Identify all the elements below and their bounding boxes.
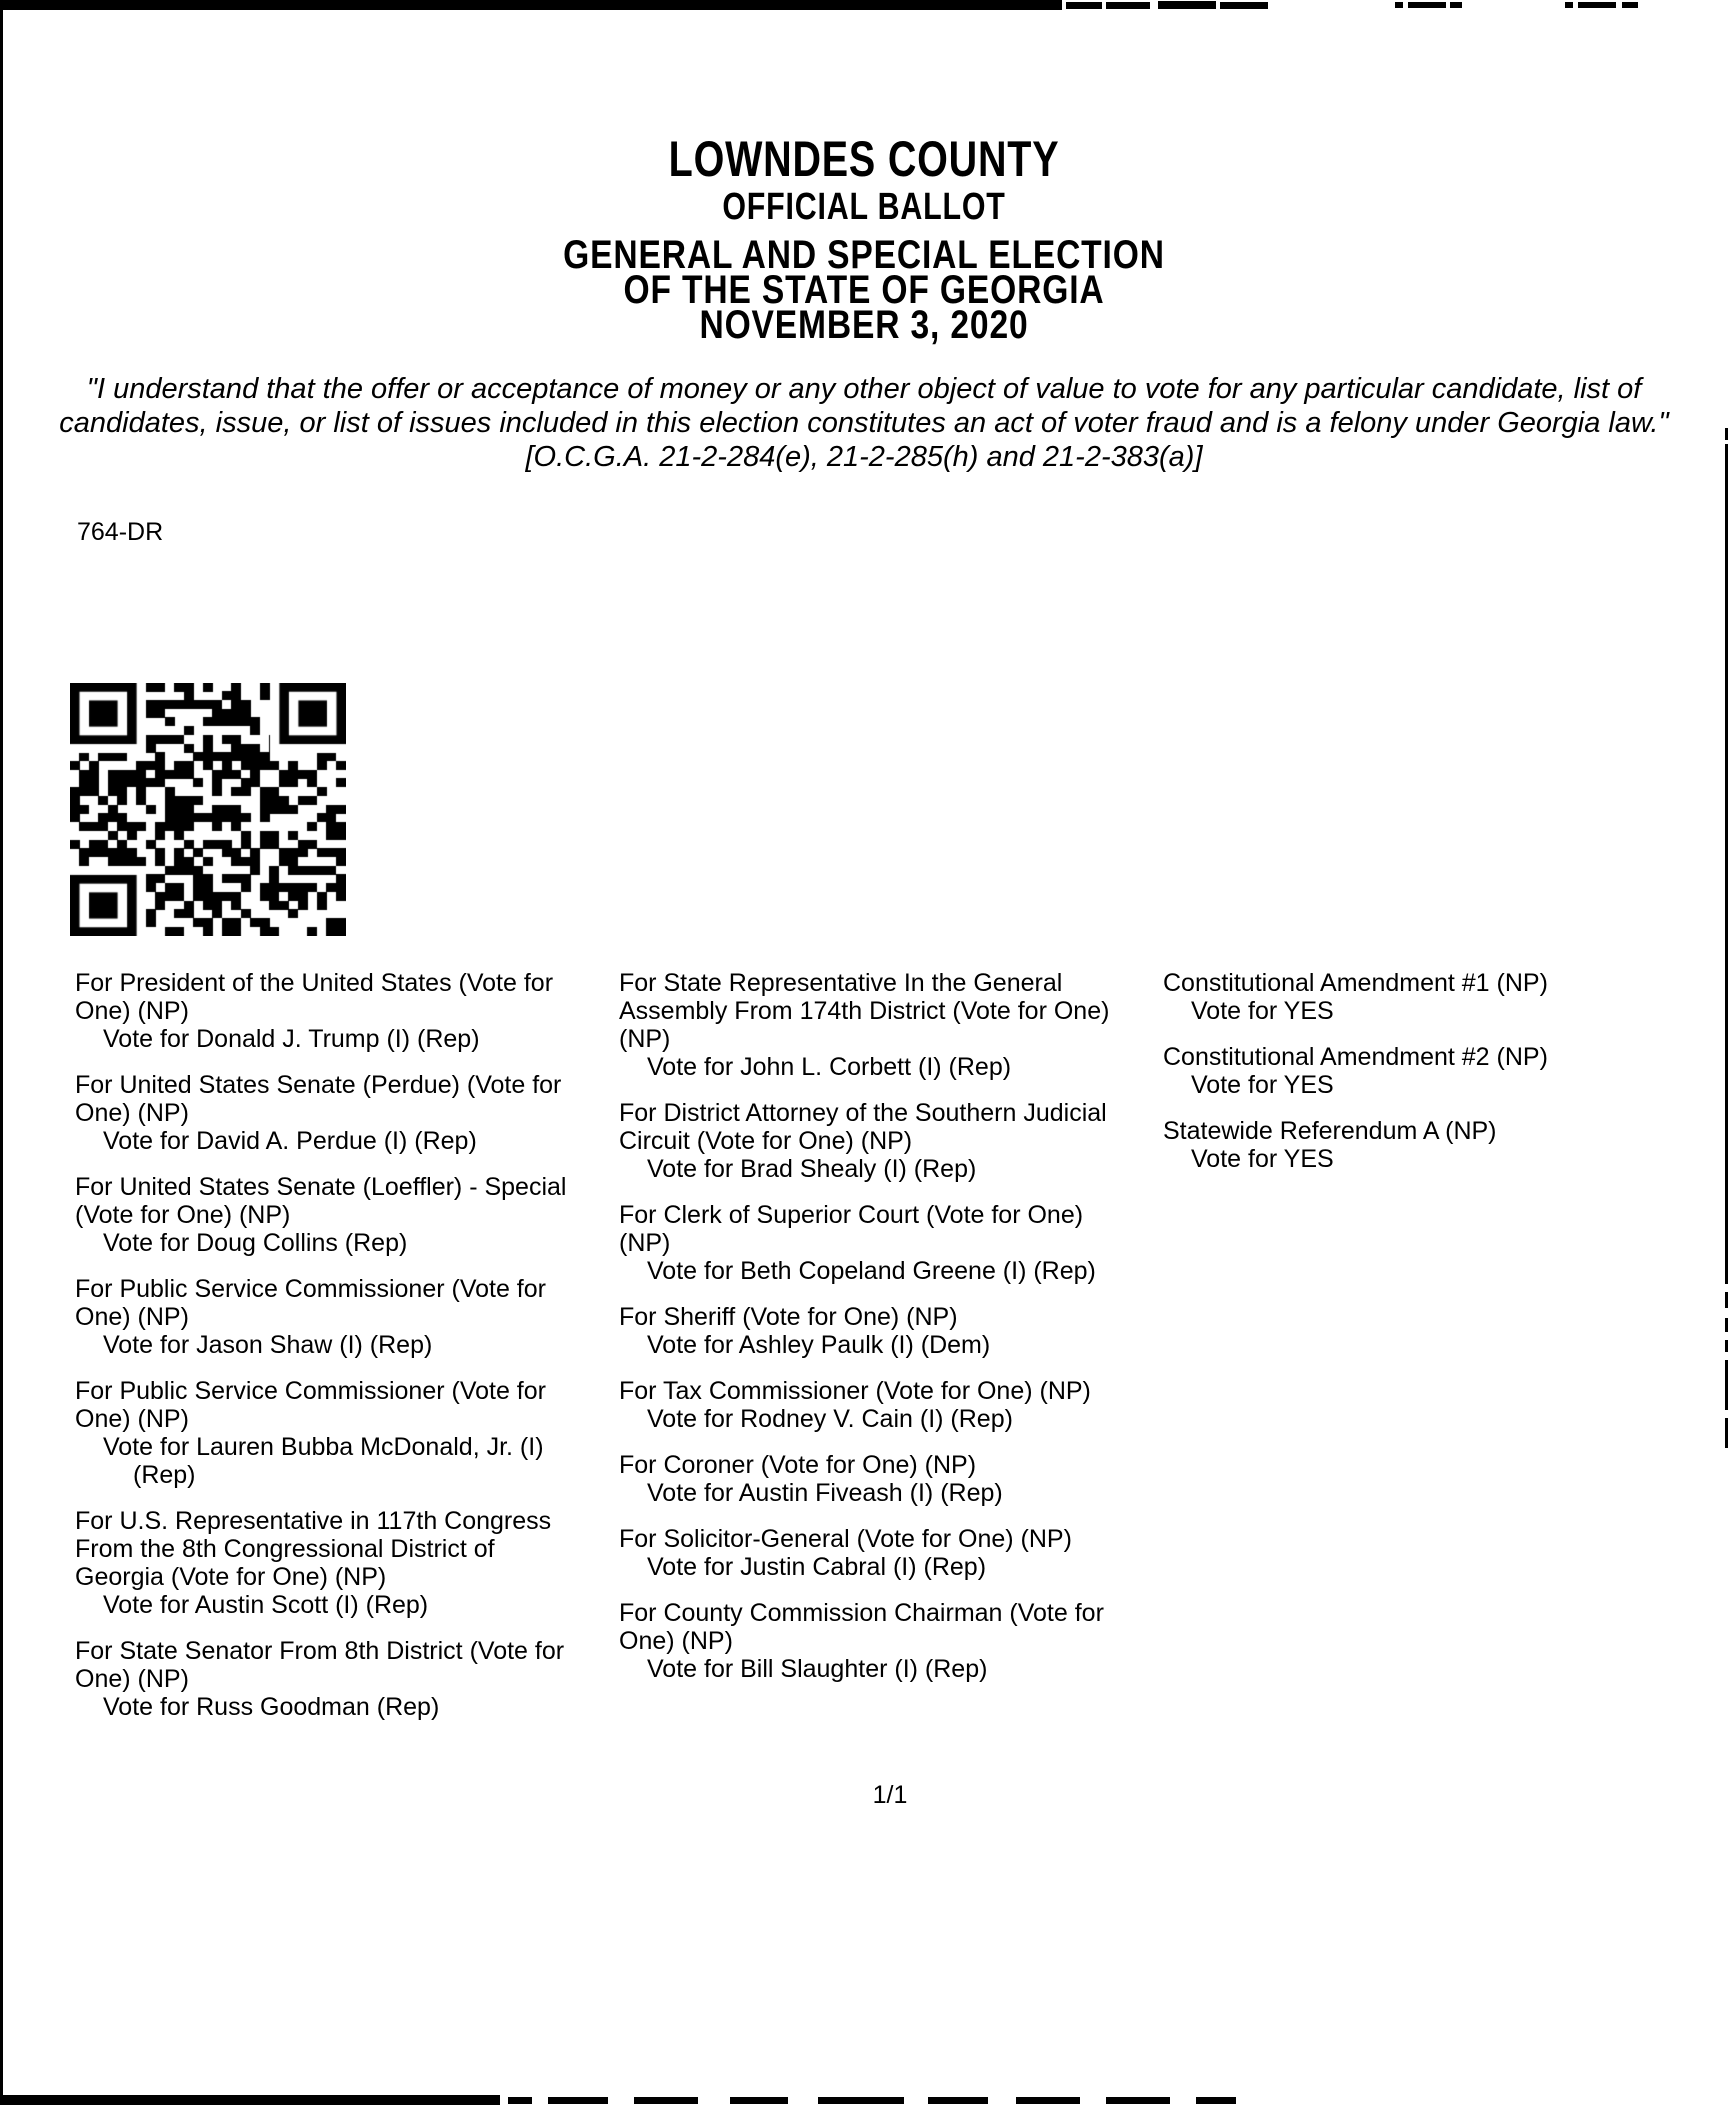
contest-tax-commissioner bbox=[619, 1377, 1133, 1433]
scan-artifact bbox=[1220, 2, 1268, 9]
qr-code-image bbox=[70, 683, 346, 936]
scan-artifact bbox=[1066, 2, 1102, 9]
contest-title: For County Commission Chairman (Vote for One) (NP) bbox=[619, 1599, 1104, 1655]
contest-selection: Vote for John L. Corbett (I) (Rep) bbox=[647, 1053, 1012, 1081]
contest-selection: Vote for Beth Copeland Greene (I) (Rep) bbox=[647, 1257, 1096, 1285]
contest-amendment-2 bbox=[1163, 1043, 1677, 1099]
contest-solicitor-general bbox=[619, 1525, 1133, 1581]
election-date: NOVEMBER 3, 2020 bbox=[699, 303, 1029, 347]
contest-column-2 bbox=[619, 969, 1133, 1701]
scan-artifact bbox=[1016, 2097, 1080, 2104]
contest-selection: Vote for Austin Fiveash (I) (Rep) bbox=[647, 1479, 1003, 1507]
contest-amendment-1 bbox=[1163, 969, 1677, 1025]
contest-column-3 bbox=[1163, 969, 1677, 1191]
contest-selection: Vote for Lauren Bubba McDonald, Jr. (I) (Rep) bbox=[103, 1433, 544, 1489]
contest-coroner bbox=[619, 1451, 1133, 1507]
election-title-line2: OF THE STATE OF GEORGIA bbox=[623, 268, 1105, 312]
scan-artifact bbox=[1622, 2, 1638, 8]
scan-artifact bbox=[0, 0, 3, 2105]
contest-title: For Tax Commissioner (Vote for One) (NP) bbox=[619, 1377, 1091, 1405]
contest-selection: Vote for Jason Shaw (I) (Rep) bbox=[103, 1331, 433, 1359]
contest-selection: Vote for Rodney V. Cain (I) (Rep) bbox=[647, 1405, 1013, 1433]
contest-selection: Vote for Donald J. Trump (I) (Rep) bbox=[103, 1025, 480, 1053]
contest-title: For State Senator From 8th District (Vote for One) (NP) bbox=[75, 1637, 565, 1693]
contest-title: For United States Senate (Perdue) (Vote for One) (NP) bbox=[75, 1071, 562, 1127]
election-title-line1: GENERAL AND SPECIAL ELECTION bbox=[563, 233, 1165, 277]
scan-artifact bbox=[730, 2097, 788, 2104]
scan-artifact bbox=[928, 2097, 988, 2104]
contest-title: For Coroner (Vote for One) (NP) bbox=[619, 1451, 977, 1479]
contest-title: For Clerk of Superior Court (Vote for One) (NP) bbox=[619, 1201, 1084, 1257]
scan-artifact bbox=[1395, 2, 1403, 8]
scan-artifact bbox=[1106, 2097, 1170, 2104]
scan-artifact bbox=[1450, 2, 1462, 8]
contest-psc-shaw bbox=[75, 1275, 589, 1359]
fraud-disclaimer: "I understand that the offer or acceptance of money or any other object of value to vote for any particular candidate, list of candidates, issue, or list of issues included in this election constitutes an act of voter fraud and is a felony under Georgia law." [O.C.G.A. 21-2-284(e), 21-2-285(h) and 21-2-383(a)] bbox=[59, 373, 1669, 473]
scan-artifact bbox=[1106, 2, 1150, 9]
contest-us-rep-117th bbox=[75, 1507, 589, 1619]
contest-selection: Vote for YES bbox=[1191, 1071, 1334, 1099]
contest-selection: Vote for YES bbox=[1191, 997, 1334, 1025]
contest-title: For U.S. Representative in 117th Congress From the 8th Congressional District of Georgia (Vote for One) (NP) bbox=[75, 1507, 552, 1591]
contest-title: For United States Senate (Loeffler) - Special (Vote for One) (NP) bbox=[75, 1173, 567, 1229]
contest-selection: Vote for Justin Cabral (I) (Rep) bbox=[647, 1553, 987, 1581]
contest-state-rep-174th bbox=[619, 969, 1133, 1081]
contest-referendum-a bbox=[1163, 1117, 1677, 1173]
contest-selection: Vote for Russ Goodman (Rep) bbox=[103, 1693, 440, 1721]
scan-artifact bbox=[508, 2097, 532, 2104]
scan-artifact bbox=[1578, 2, 1616, 8]
scan-artifact bbox=[1158, 1, 1216, 9]
contest-title: For State Representative In the General Assembly From 174th District (Vote for One) (NP) bbox=[619, 969, 1110, 1053]
scan-artifact bbox=[1196, 2097, 1236, 2104]
contest-county-commission-chairman bbox=[619, 1599, 1133, 1683]
contest-title: Statewide Referendum A (NP) bbox=[1163, 1117, 1497, 1145]
page-indicator: 1/1 bbox=[872, 1781, 908, 1809]
contest-title: Constitutional Amendment #2 (NP) bbox=[1163, 1043, 1548, 1071]
contest-title: For Public Service Commissioner (Vote for One) (NP) bbox=[75, 1275, 546, 1331]
contest-title: For Sheriff (Vote for One) (NP) bbox=[619, 1303, 958, 1331]
scan-artifact bbox=[634, 2097, 698, 2104]
contest-clerk-superior-court bbox=[619, 1201, 1133, 1285]
scan-artifact bbox=[0, 2095, 500, 2105]
contest-sheriff bbox=[619, 1303, 1133, 1359]
contest-title: For Solicitor-General (Vote for One) (NP) bbox=[619, 1525, 1072, 1553]
contest-state-senator-8th bbox=[75, 1637, 589, 1721]
scan-artifact bbox=[0, 0, 1062, 10]
contest-us-senate-loeffler bbox=[75, 1173, 589, 1257]
contest-selection: Vote for Austin Scott (I) (Rep) bbox=[103, 1591, 429, 1619]
contest-selection: Vote for Ashley Paulk (I) (Dem) bbox=[647, 1331, 991, 1359]
scan-artifact bbox=[818, 2097, 904, 2104]
contest-district-attorney bbox=[619, 1099, 1133, 1183]
contest-selection: Vote for Doug Collins (Rep) bbox=[103, 1229, 408, 1257]
ballot-style-code: 764-DR bbox=[77, 518, 164, 546]
contest-selection: Vote for Bill Slaughter (I) (Rep) bbox=[647, 1655, 988, 1683]
scan-artifact bbox=[548, 2097, 608, 2104]
contest-psc-mcdonald bbox=[75, 1377, 589, 1489]
contest-selection: Vote for Brad Shealy (I) (Rep) bbox=[647, 1155, 977, 1183]
contest-title: For Public Service Commissioner (Vote for One) (NP) bbox=[75, 1377, 546, 1433]
contest-columns bbox=[75, 969, 1677, 1739]
contest-title: Constitutional Amendment #1 (NP) bbox=[1163, 969, 1548, 997]
contest-selection: Vote for YES bbox=[1191, 1145, 1334, 1173]
contest-column-1 bbox=[75, 969, 589, 1739]
ballot-type-title: OFFICIAL BALLOT bbox=[722, 186, 1006, 228]
contest-president bbox=[75, 969, 589, 1053]
county-title: LOWNDES COUNTY bbox=[668, 131, 1060, 187]
scan-artifact bbox=[1408, 2, 1446, 8]
contest-selection: Vote for David A. Perdue (I) (Rep) bbox=[103, 1127, 477, 1155]
contest-title: For President of the United States (Vote for One) (NP) bbox=[75, 969, 554, 1025]
scan-artifact bbox=[1565, 2, 1573, 8]
contest-title: For District Attorney of the Southern Judicial Circuit (Vote for One) (NP) bbox=[619, 1099, 1107, 1155]
contest-us-senate-perdue bbox=[75, 1071, 589, 1155]
election-title bbox=[138, 233, 1590, 347]
